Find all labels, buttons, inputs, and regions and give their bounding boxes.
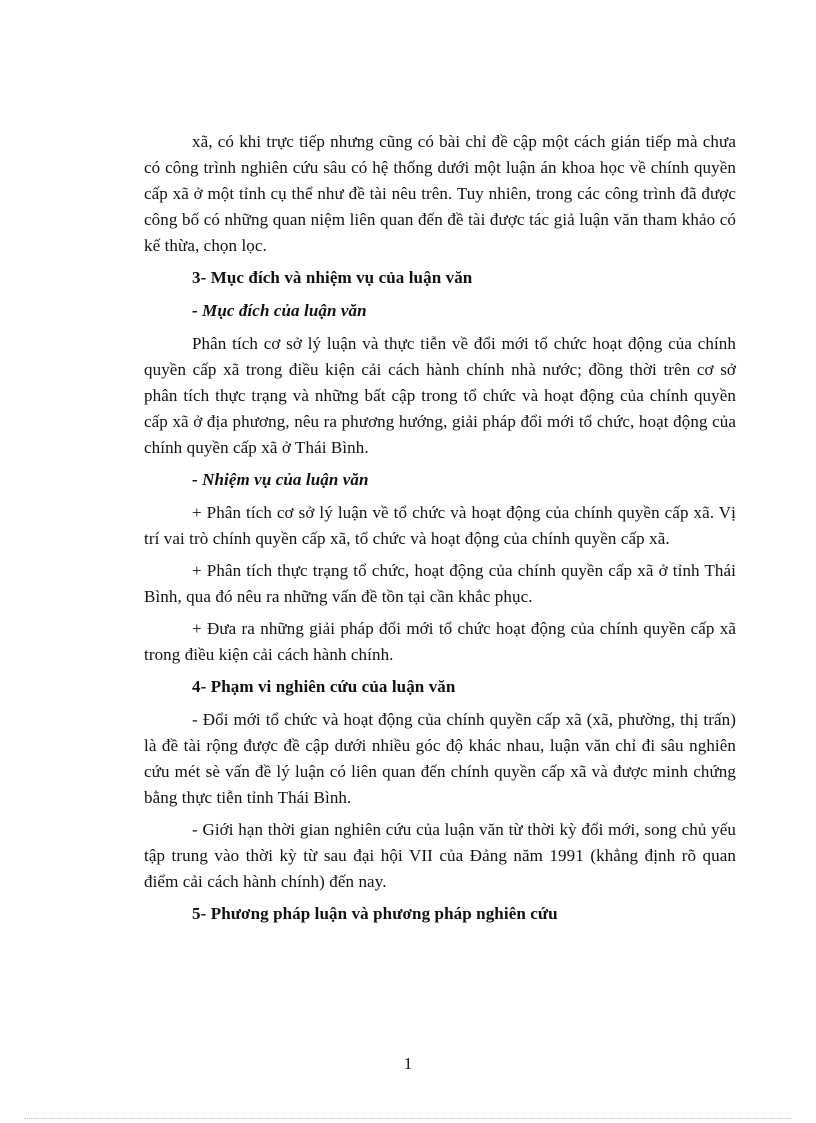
page-number: 1 [403, 1054, 413, 1073]
section-heading-3: 3- Mục đích và nhiệm vụ của luận văn [192, 268, 473, 287]
section-heading-5: 5- Phương pháp luận và phương pháp nghiên cứu [192, 904, 558, 923]
paragraph-task-1: + Phân tích cơ sở lý luận về tổ chức và hoạt động của chính quyền cấp xã. Vị trí vai trò chính quyền cấp xã, tổ chức và hoạt động của chính quyền cấp xã. [144, 503, 736, 548]
paragraph-task-2: + Phân tích thực trạng tổ chức, hoạt động của chính quyền cấp xã ở tỉnh Thái Bình, qua đó nêu ra những vấn đề tồn tại cần khắc phục. [144, 561, 736, 606]
paragraph-scope-1: - Đổi mới tổ chức và hoạt động của chính quyền cấp xã (xã, phường, thị trấn) là đề tài rộng được đề cập dưới nhiều góc độ khác nhau, luận văn chỉ đi sâu nghiên cứu mét sè vấn đề lý luận có liên quan đến chính quyền cấp xã và được minh chứng bằng thực tiễn tỉnh Thái Bình. [144, 710, 736, 807]
paragraph-scope-2: - Giới hạn thời gian nghiên cứu của luận văn từ thời kỳ đổi mới, song chủ yếu tập trung vào thời kỳ từ sau đại hội VII của Đảng năm 1991 (khẳng định rõ quan điểm cải cách hành chính) đến nay. [144, 820, 736, 891]
subheading-purpose: - Mục đích của luận văn [192, 301, 367, 320]
paragraph-task-3: + Đưa ra những giải pháp đổi mới tổ chức hoạt động của chính quyền cấp xã trong điều kiện cải cách hành chính. [144, 619, 736, 664]
section-heading-4: 4- Phạm vi nghiên cứu của luận văn [192, 677, 456, 696]
paragraph-purpose: Phân tích cơ sở lý luận và thực tiễn về đổi mới tổ chức hoạt động của chính quyền cấp xã trong điều kiện cải cách hành chính nhà nước; đồng thời trên cơ sở phân tích thực trạng và những bất cập trong tổ chức và hoạt động của chính quyền cấp xã ở địa phương, nêu ra phương hướng, giải pháp đổi mới tổ chức, hoạt động của chính quyền cấp xã ở Thái Bình. [144, 334, 736, 457]
page-bottom-divider [24, 1118, 792, 1119]
subheading-tasks: - Nhiệm vụ của luận văn [192, 470, 369, 489]
paragraph-intro-continuation: xã, có khi trực tiếp nhưng cũng có bài chỉ đề cập một cách gián tiếp mà chưa có công trình nghiên cứu sâu có hệ thống dưới một luận án khoa học về chính quyền cấp xã ở một tỉnh cụ thể như đề tài nêu trên. Tuy nhiên, trong các công trình đã được công bố có những quan niệm liên quan đến đề tài được tác giả luận văn tham khảo có kế thừa, chọn lọc. [144, 132, 736, 255]
document-body [144, 129, 736, 934]
